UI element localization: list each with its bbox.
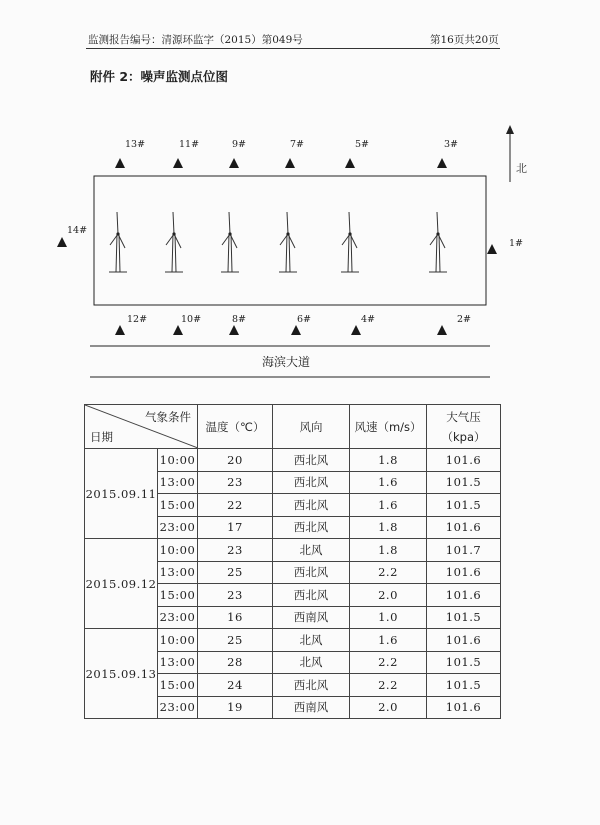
wind-direction-cell: 西北风 (273, 516, 350, 539)
header-temperature: 温度（℃） (198, 405, 273, 449)
temperature-cell: 20 (198, 449, 273, 472)
date-cell: 2015.09.12 (85, 539, 158, 629)
temperature-cell: 25 (198, 629, 273, 652)
monitoring-point-label: 11# (179, 139, 200, 150)
pressure-cell: 101.5 (427, 606, 501, 629)
header-wind-speed: 风速（m/s） (350, 405, 427, 449)
temperature-cell: 23 (198, 539, 273, 562)
corner-bottom-label: 日期 (90, 430, 113, 444)
temperature-cell: 23 (198, 471, 273, 494)
time-cell: 23:00 (158, 606, 198, 629)
monitoring-point-marker (285, 158, 295, 168)
wind-turbine-icon (221, 212, 239, 272)
table-row (85, 449, 501, 472)
monitoring-point-label: 12# (127, 314, 148, 325)
wind-turbine-icon (429, 212, 447, 272)
wind-direction-cell: 西北风 (273, 584, 350, 607)
wind-direction-cell: 西南风 (273, 606, 350, 629)
monitoring-point-marker (229, 325, 239, 335)
time-cell: 10:00 (158, 539, 198, 562)
pressure-cell: 101.5 (427, 471, 501, 494)
report-number: 监测报告编号：清源环监字（2015）第049号 (88, 34, 303, 46)
wind-direction-cell: 北风 (273, 651, 350, 674)
wind-speed-cell: 2.0 (350, 696, 427, 719)
temperature-cell: 28 (198, 651, 273, 674)
header-pressure-unit: （kpa） (441, 429, 486, 444)
wind-direction-cell: 西北风 (273, 674, 350, 697)
corner-top-label: 气象条件 (145, 410, 191, 424)
wind-turbine-icon (165, 212, 183, 272)
time-cell: 13:00 (158, 651, 198, 674)
monitoring-point-marker (115, 325, 125, 335)
monitoring-point-marker (345, 158, 355, 168)
wind-speed-cell: 1.6 (350, 629, 427, 652)
temperature-cell: 17 (198, 516, 273, 539)
wind-direction-cell: 西北风 (273, 471, 350, 494)
monitoring-point-label: 6# (297, 314, 312, 325)
monitoring-point-marker (115, 158, 125, 168)
pressure-cell: 101.7 (427, 539, 501, 562)
monitoring-point-marker (229, 158, 239, 168)
site-boundary (94, 176, 486, 305)
wind-turbine-icon (279, 212, 297, 272)
temperature-cell: 19 (198, 696, 273, 719)
pressure-cell: 101.5 (427, 494, 501, 517)
temperature-cell: 24 (198, 674, 273, 697)
monitoring-point-marker (291, 325, 301, 335)
temperature-cell: 16 (198, 606, 273, 629)
monitoring-point-label: 10# (181, 314, 202, 325)
monitoring-point-marker (487, 244, 497, 254)
weather-table (84, 404, 501, 719)
monitoring-point-marker (437, 325, 447, 335)
date-cell: 2015.09.11 (85, 449, 158, 539)
wind-turbine-icon (109, 212, 127, 272)
wind-turbines (109, 212, 447, 272)
wind-direction-cell: 西南风 (273, 696, 350, 719)
pressure-cell: 101.6 (427, 561, 501, 584)
monitoring-point-label: 7# (290, 139, 305, 150)
north-label: 北 (516, 162, 527, 175)
monitoring-point-label: 1# (509, 238, 524, 249)
time-cell: 10:00 (158, 629, 198, 652)
wind-turbine-icon (341, 212, 359, 272)
wind-speed-cell: 1.6 (350, 494, 427, 517)
wind-speed-cell: 1.8 (350, 539, 427, 562)
pressure-cell: 101.5 (427, 674, 501, 697)
noise-monitoring-map (0, 0, 600, 400)
wind-speed-cell: 2.2 (350, 651, 427, 674)
temperature-cell: 23 (198, 584, 273, 607)
wind-direction-cell: 西北风 (273, 561, 350, 584)
wind-direction-cell: 北风 (273, 629, 350, 652)
wind-speed-cell: 2.0 (350, 584, 427, 607)
table-row (85, 629, 501, 652)
table-row (85, 539, 501, 562)
pressure-cell: 101.6 (427, 629, 501, 652)
monitoring-point-label: 9# (232, 139, 247, 150)
monitoring-point-label: 14# (67, 225, 88, 236)
road-label: 海滨大道 (262, 355, 311, 369)
page-number: 第16页共20页 (430, 34, 499, 46)
pressure-cell: 101.6 (427, 696, 501, 719)
north-arrow (506, 125, 514, 182)
header-wind-direction: 风向 (273, 405, 350, 449)
monitoring-point-label: 4# (361, 314, 376, 325)
header-pressure (427, 405, 501, 449)
monitoring-point-marker (173, 158, 183, 168)
time-cell: 10:00 (158, 449, 198, 472)
monitoring-point-label: 2# (457, 314, 472, 325)
date-cell: 2015.09.13 (85, 629, 158, 719)
wind-speed-cell: 1.6 (350, 471, 427, 494)
monitoring-point-marker (57, 237, 67, 247)
temperature-cell: 25 (198, 561, 273, 584)
time-cell: 15:00 (158, 674, 198, 697)
pressure-cell: 101.6 (427, 584, 501, 607)
monitoring-point-marker (437, 158, 447, 168)
time-cell: 23:00 (158, 696, 198, 719)
wind-speed-cell: 2.2 (350, 674, 427, 697)
weather-table-body (85, 449, 501, 719)
time-cell: 15:00 (158, 584, 198, 607)
wind-speed-cell: 1.8 (350, 449, 427, 472)
monitoring-point-label: 8# (232, 314, 247, 325)
section-title: 附件 2：噪声监测点位图 (90, 69, 229, 84)
time-cell: 13:00 (158, 471, 198, 494)
monitoring-point-label: 13# (125, 139, 146, 150)
wind-direction-cell: 西北风 (273, 449, 350, 472)
wind-speed-cell: 2.2 (350, 561, 427, 584)
monitoring-point-marker (173, 325, 183, 335)
temperature-cell: 22 (198, 494, 273, 517)
pressure-cell: 101.5 (427, 651, 501, 674)
time-cell: 13:00 (158, 561, 198, 584)
wind-speed-cell: 1.8 (350, 516, 427, 539)
monitoring-point-label: 5# (355, 139, 370, 150)
monitoring-point-marker (351, 325, 361, 335)
pressure-cell: 101.6 (427, 449, 501, 472)
header-pressure-label: 大气压 (446, 409, 481, 424)
monitoring-point-label: 3# (444, 139, 459, 150)
time-cell: 15:00 (158, 494, 198, 517)
wind-direction-cell: 西北风 (273, 494, 350, 517)
pressure-cell: 101.6 (427, 516, 501, 539)
wind-direction-cell: 北风 (273, 539, 350, 562)
time-cell: 23:00 (158, 516, 198, 539)
table-corner-cell (85, 405, 198, 449)
wind-speed-cell: 1.0 (350, 606, 427, 629)
